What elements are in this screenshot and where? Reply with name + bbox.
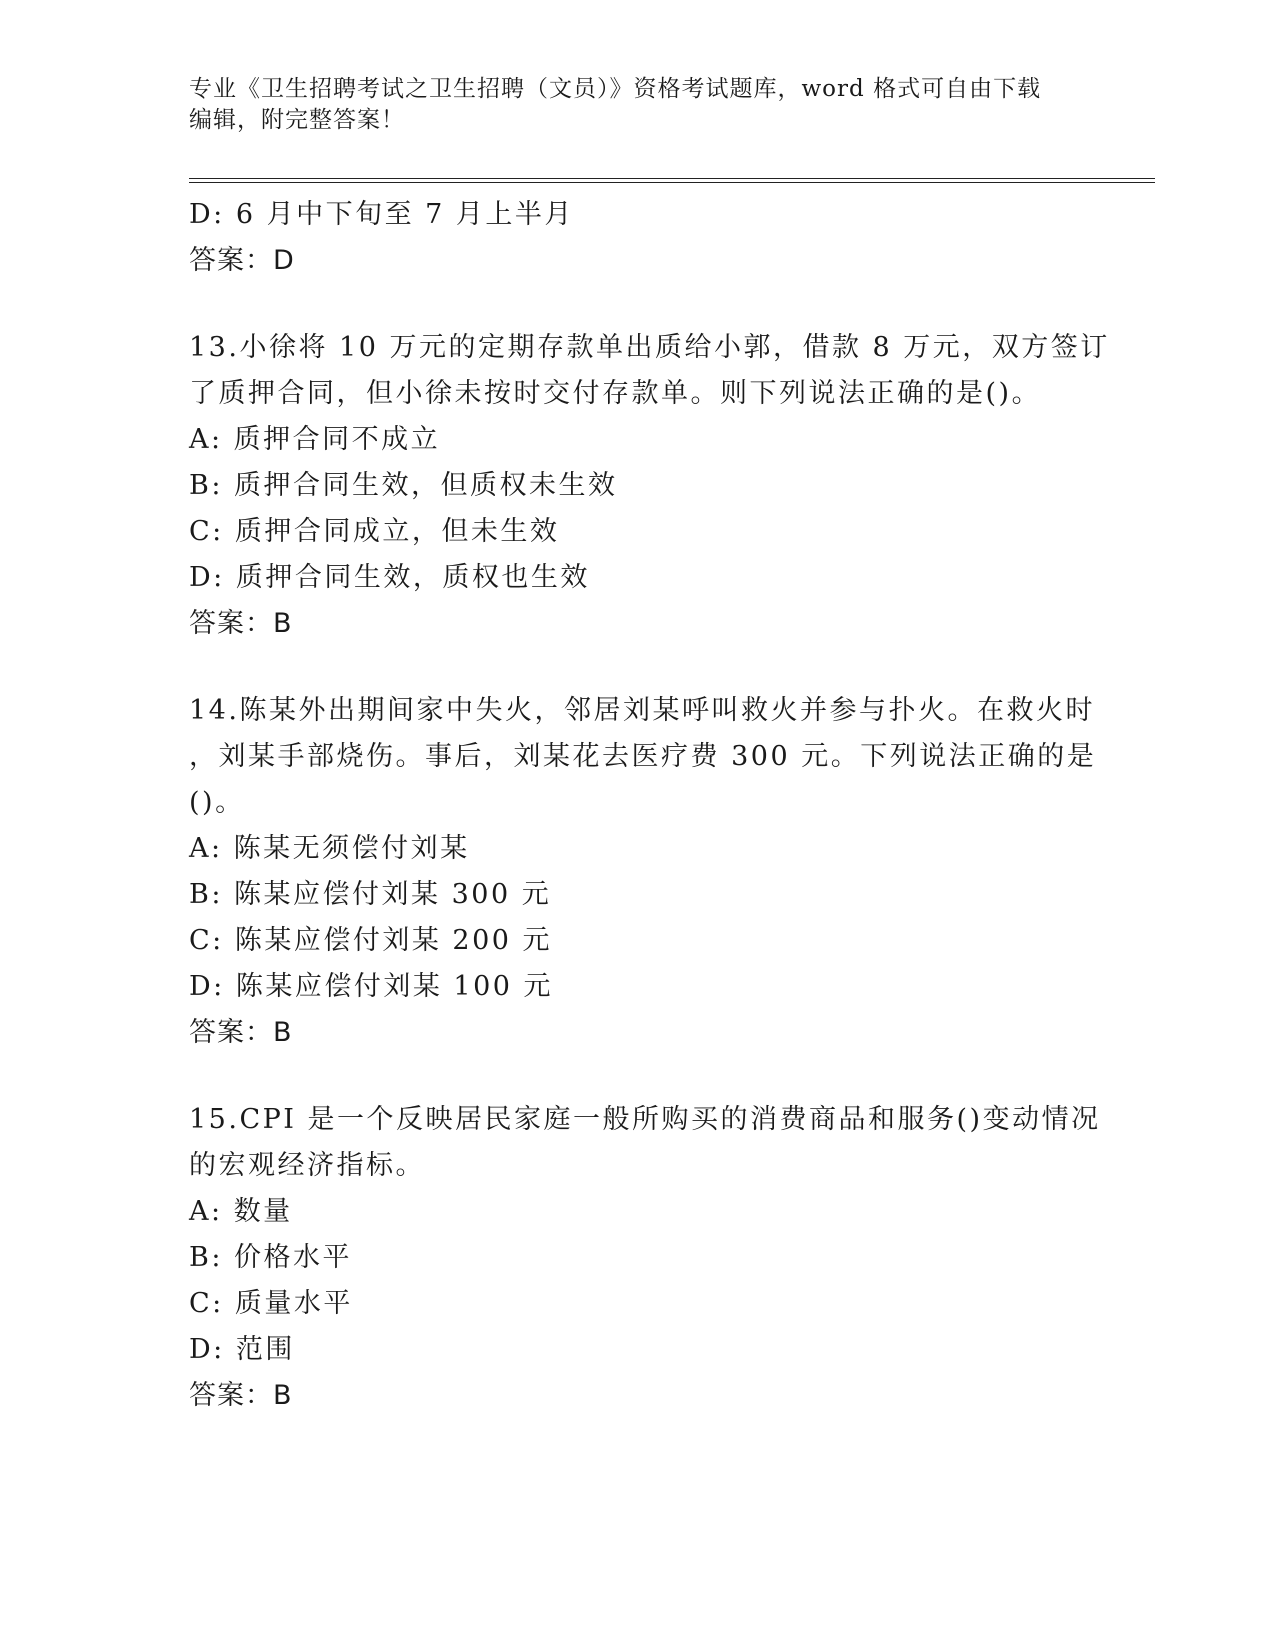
question-spacer [189, 1056, 1089, 1097]
question-14 [189, 688, 1097, 1056]
page-header [189, 74, 1069, 136]
option-c: C: 质量水平 [189, 1288, 353, 1319]
option-d: D: 陈某应偿付刘某 100 元 [189, 971, 554, 1002]
option-a: A: 数量 [189, 1196, 293, 1227]
question-stem-line: 了质押合同，但小徐未按时交付存款单。则下列说法正确的是()。 [189, 378, 1042, 409]
question-stem-line: 15.CPI 是一个反映居民家庭一般所购买的消费商品和服务()变动情况 [189, 1104, 1101, 1135]
question-13 [189, 325, 1110, 647]
option-c: C: 质押合同成立，但未生效 [189, 516, 560, 547]
answer-line: 答案：B [189, 1017, 293, 1048]
option-d: D: 范围 [189, 1334, 295, 1365]
option-d: D: 质押合同生效，质权也生效 [189, 562, 590, 593]
question-spacer [189, 284, 1089, 325]
question-stem-line: ()。 [189, 787, 245, 818]
option-a: A: 质押合同不成立 [189, 424, 441, 455]
option-c: C: 陈某应偿付刘某 200 元 [189, 925, 553, 956]
question-content [189, 192, 1110, 1419]
question-15 [189, 1097, 1101, 1419]
option-b: B: 质押合同生效，但质权未生效 [189, 470, 618, 501]
answer-line: 答案：B [189, 1380, 293, 1411]
question-spacer [189, 647, 1089, 688]
question-12-tail [189, 192, 1089, 284]
header-divider [189, 178, 1155, 183]
option-b: B: 价格水平 [189, 1242, 353, 1273]
question-stem-line: 13.小徐将 10 万元的定期存款单出质给小郭，借款 8 万元，双方签订 [189, 332, 1110, 363]
header-line-1: 专业《卫生招聘考试之卫生招聘（文员）》资格考试题库，word 格式可自由下载 [189, 76, 1042, 102]
option-d: D: 6 月中下旬至 7 月上半月 [189, 199, 574, 230]
option-b: B: 陈某应偿付刘某 300 元 [189, 879, 552, 910]
question-stem-line: ，刘某手部烧伤。事后，刘某花去医疗费 300 元。下列说法正确的是 [189, 741, 1097, 772]
option-a: A: 陈某无须偿付刘某 [189, 833, 470, 864]
answer-line: 答案：D [189, 245, 295, 276]
header-line-2: 编辑，附完整答案！ [189, 107, 405, 133]
answer-line: 答案：B [189, 608, 293, 639]
question-stem-line: 的宏观经济指标。 [189, 1150, 425, 1181]
question-stem-line: 14.陈某外出期间家中失火，邻居刘某呼叫救火并参与扑火。在救火时 [189, 695, 1095, 726]
